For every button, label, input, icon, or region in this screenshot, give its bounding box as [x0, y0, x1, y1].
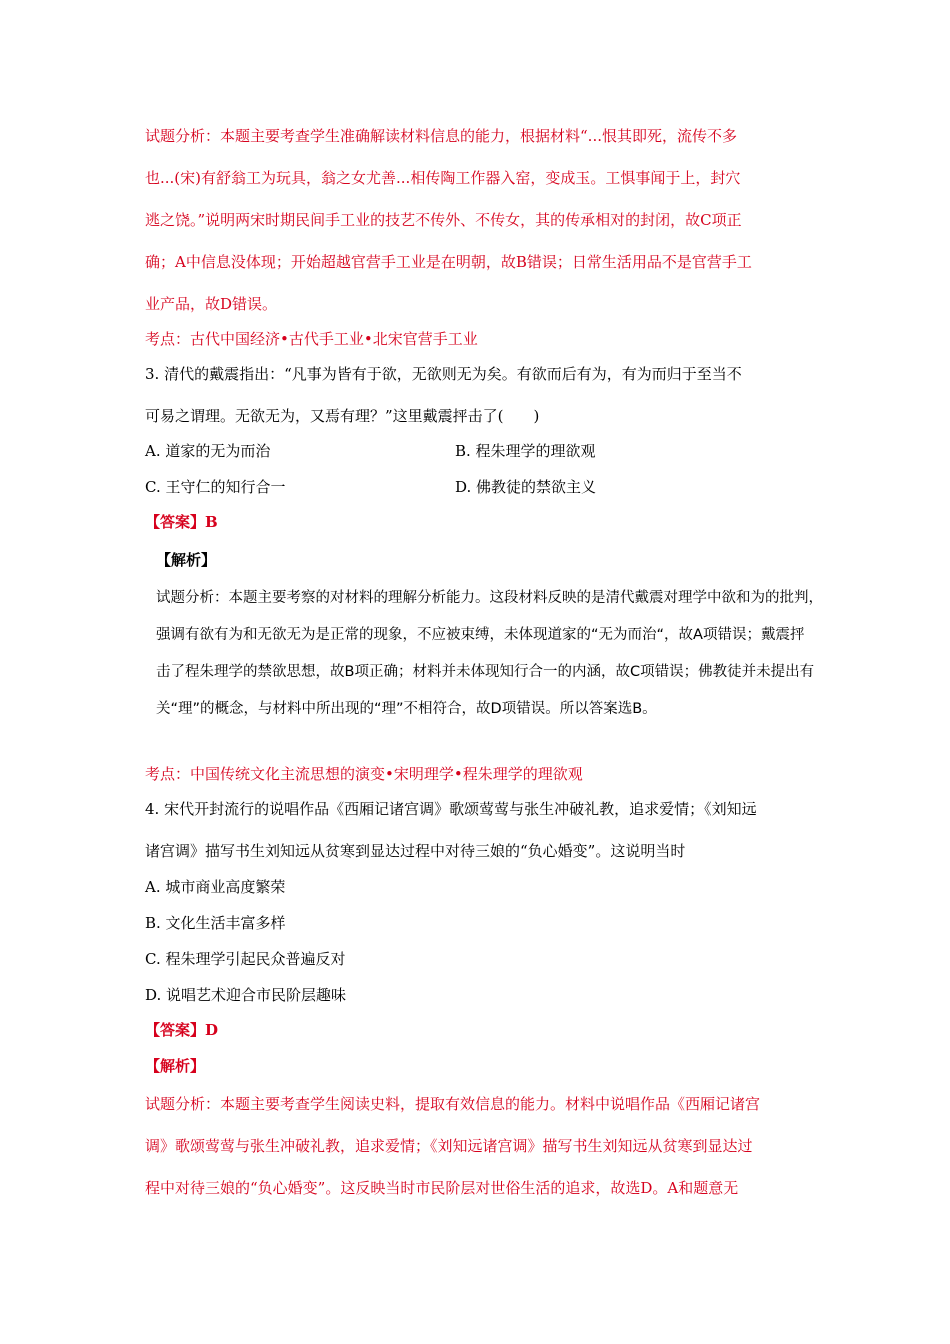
- q3-stem-line-2: 可易之谓理。无欲无为，又焉有理？”这里戴震抨击了( ): [145, 407, 540, 425]
- q4-option-a: A. 城市商业高度繁荣: [145, 878, 286, 896]
- q2-kaodian: 考点：古代中国经济•古代手工业•北宋官营手工业: [145, 330, 478, 348]
- q3-option-c: C. 王守仁的知行合一: [145, 478, 286, 496]
- q3-jiexi-label: 【解析】: [156, 551, 217, 569]
- q3-analysis-line-3: 击了程朱理学的禁欲思想，故B项正确；材料并未体现知行合一的内涵，故C项错误；佛教徒并未提出有: [156, 664, 815, 680]
- q2-analysis-line-1: 试题分析：本题主要考查学生准确解读材料信息的能力，根据材料“...恨其即死，流传不多: [145, 127, 737, 145]
- q4-stem-line-1: 4. 宋代开封流行的说唱作品《西厢记诸宫调》歌颂莺莺与张生冲破礼教，追求爱情；《刘知远: [145, 800, 757, 818]
- q2-analysis-line-2: 也...(宋)有舒翁工为玩具，翁之女尤善...相传陶工作器入窑，变成玉。工惧事闻于上，封穴: [145, 169, 741, 187]
- q3-analysis-line-4: 关“理”的概念，与材料中所出现的“理”不相符合，故D项错误。所以答案选B。: [156, 701, 657, 717]
- q4-analysis-line-2: 调》歌颂莺莺与张生冲破礼教，追求爱情；《刘知远诸宫调》描写书生刘知远从贫寒到显达过: [145, 1137, 753, 1155]
- q3-answer: 【答案】B: [145, 513, 218, 531]
- q3-analysis-line-1: 试题分析：本题主要考察的对材料的理解分析能力。这段材料反映的是清代戴震对理学中欲和为的批判，: [156, 590, 823, 606]
- q3-kaodian: 考点：中国传统文化主流思想的演变•宋明理学•程朱理学的理欲观: [145, 765, 583, 783]
- q3-option-b: B. 程朱理学的理欲观: [455, 442, 596, 460]
- q4-answer: 【答案】D: [145, 1021, 219, 1039]
- q4-analysis-line-1: 试题分析：本题主要考查学生阅读史料，提取有效信息的能力。材料中说唱作品《西厢记诸宫: [145, 1095, 761, 1113]
- q4-option-c: C. 程朱理学引起民众普遍反对: [145, 950, 346, 968]
- q4-option-d: D. 说唱艺术迎合市民阶层趣味: [145, 986, 347, 1004]
- q3-option-d: D. 佛教徒的禁欲主义: [455, 478, 597, 496]
- q4-option-b: B. 文化生活丰富多样: [145, 914, 286, 932]
- q3-stem-line-1: 3. 清代的戴震指出：“凡事为皆有于欲，无欲则无为矣。有欲而后有为，有为而归于至当不: [145, 365, 742, 383]
- q4-stem-line-2: 诸宫调》描写书生刘知远从贫寒到显达过程中对待三娘的“负心婚变”。这说明当时: [145, 842, 686, 860]
- q4-analysis-line-3: 程中对待三娘的“负心婚变”。这反映当时市民阶层对世俗生活的追求，故选D。A和题意无: [145, 1179, 739, 1197]
- q2-analysis-line-3: 逃之饶。”说明两宋时期民间手工业的技艺不传外、不传女，其的传承相对的封闭，故C项正: [145, 211, 742, 229]
- q2-analysis-line-4: 确；A中信息没体现；开始超越官营手工业是在明朝，故B错误；日常生活用品不是官营手工: [145, 253, 752, 271]
- q3-option-a: A. 道家的无为而治: [145, 442, 271, 460]
- q3-analysis-line-2: 强调有欲有为和无欲无为是正常的现象，不应被束缚，未体现道家的“无为而治“，故A项错误；戴震抨: [156, 627, 805, 643]
- q2-analysis-line-5: 业产品，故D错误。: [145, 295, 278, 313]
- q4-jiexi-label: 【解析】: [145, 1057, 206, 1075]
